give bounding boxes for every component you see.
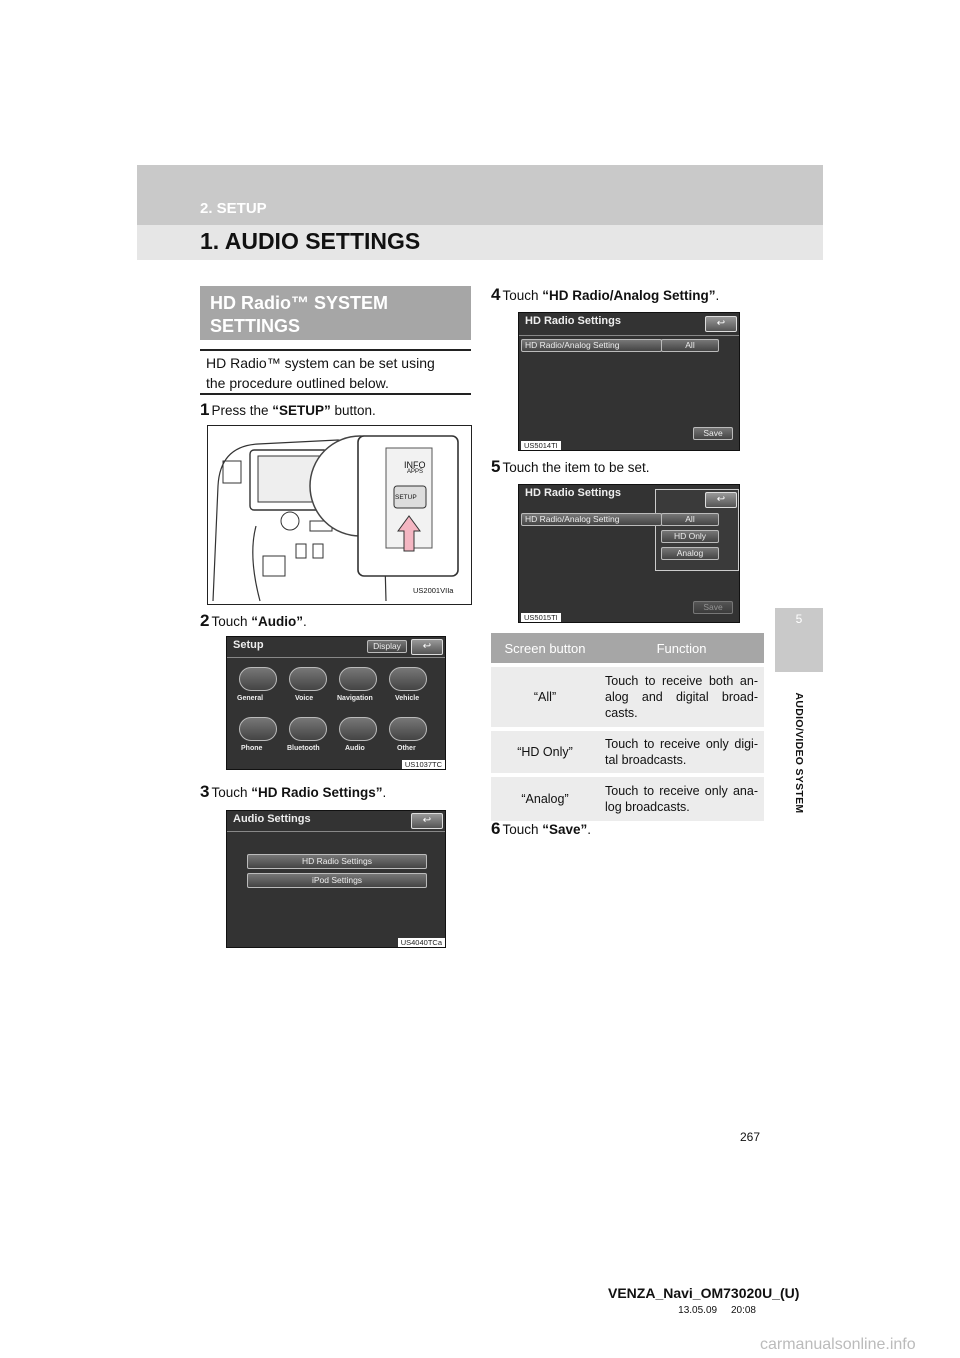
screen-title: Audio Settings <box>233 813 311 825</box>
header-function: Function <box>599 633 764 665</box>
screen-title: Setup <box>233 639 264 651</box>
function-table <box>491 633 764 821</box>
phone-icon[interactable] <box>239 717 277 741</box>
screen-title: HD Radio Settings <box>525 315 621 327</box>
bluetooth-icon[interactable] <box>289 717 327 741</box>
figure-code: US2001VIIa <box>413 586 454 595</box>
setting-value[interactable]: All <box>661 339 719 352</box>
other-icon[interactable] <box>389 717 427 741</box>
apps-label: APPS <box>407 469 424 475</box>
general-icon[interactable] <box>239 667 277 691</box>
step-6: 6 Touch “Save”. <box>491 819 592 838</box>
save-button[interactable]: Save <box>693 601 733 614</box>
label-phone: Phone <box>241 745 263 752</box>
watermark: carmanualsonline.info <box>760 1336 916 1353</box>
screen-title: HD Radio Settings <box>525 487 621 499</box>
table-header-row <box>491 633 764 665</box>
hd-radio-analog-setting-row[interactable]: HD Radio/Analog Setting <box>521 339 662 352</box>
step-5: 5 Touch the item to be set. <box>491 457 650 476</box>
setup-button-label: SETUP <box>395 494 417 501</box>
audio-icon[interactable] <box>339 717 377 741</box>
figure-code: US5015TI <box>521 613 561 622</box>
cell-button: “HD Only” <box>491 729 599 775</box>
label-general: General <box>237 695 264 702</box>
figure-code: US5014TI <box>521 441 561 450</box>
option-hd-only-button[interactable]: HD Only <box>661 530 719 543</box>
figure-code: US1037TC <box>402 760 445 769</box>
vehicle-icon[interactable] <box>389 667 427 691</box>
info-button-label: INFO <box>404 460 426 470</box>
figure-code: US4040TCa <box>398 938 445 947</box>
back-icon[interactable]: ↩ <box>705 492 737 508</box>
step-2: 2 Touch “Audio”. <box>200 611 307 630</box>
cell-function: Touch to receive both an-alog and digital broad-casts. <box>599 665 764 729</box>
step-4: 4 Touch “HD Radio/Analog Setting”. <box>491 285 720 304</box>
back-icon[interactable]: ↩ <box>705 316 737 332</box>
table-row <box>491 775 764 821</box>
label-bluetooth: Bluetooth <box>287 745 320 752</box>
header-screen-button: Screen button <box>491 633 599 665</box>
document-id: VENZA_Navi_OM73020U_(U) <box>608 1285 800 1301</box>
chapter-label: AUDIO/VIDEO SYSTEM <box>793 692 805 814</box>
hd-radio-options-screen <box>518 484 740 623</box>
navigation-icon[interactable] <box>339 667 377 691</box>
hd-radio-analog-setting-row[interactable]: HD Radio/Analog Setting <box>521 513 662 526</box>
audio-settings-screen <box>226 810 446 948</box>
option-analog-button[interactable]: Analog <box>661 547 719 560</box>
cell-function: Touch to receive only digi-tal broadcasts. <box>599 729 764 775</box>
table-row <box>491 665 764 729</box>
option-all-button[interactable]: All <box>661 513 719 526</box>
save-button[interactable]: Save <box>693 427 733 440</box>
step-3: 3 Touch “HD Radio Settings”. <box>200 782 387 801</box>
step-1: 1 Press the “SETUP” button. <box>200 400 376 419</box>
voice-icon[interactable] <box>289 667 327 691</box>
label-audio: Audio <box>345 745 365 752</box>
intro-text: HD Radio™ system can be set using the procedure outlined below. <box>200 349 471 395</box>
section-label: 2. SETUP <box>200 200 267 217</box>
hd-radio-settings-screen <box>518 312 740 451</box>
label-other: Other <box>397 745 416 752</box>
back-icon[interactable]: ↩ <box>411 639 443 655</box>
dashboard-drawing <box>208 426 471 604</box>
cell-button: “All” <box>491 665 599 729</box>
label-voice: Voice <box>295 695 314 702</box>
section-heading: HD Radio™ SYSTEM SETTINGS <box>200 286 471 340</box>
cell-button: “Analog” <box>491 775 599 821</box>
setup-screen <box>226 636 446 770</box>
ipod-settings-button[interactable]: iPod Settings <box>247 873 427 888</box>
table-row <box>491 729 764 775</box>
label-navigation: Navigation <box>337 695 373 702</box>
display-button[interactable]: Display <box>367 640 407 653</box>
back-icon[interactable]: ↩ <box>411 813 443 829</box>
page-number: 267 <box>740 1130 761 1144</box>
label-vehicle: Vehicle <box>395 695 420 702</box>
page-title: 1. AUDIO SETTINGS <box>200 228 421 254</box>
cell-function: Touch to receive only ana-log broadcasts. <box>599 775 764 821</box>
chapter-number: 5 <box>795 612 803 626</box>
hd-radio-settings-button[interactable]: HD Radio Settings <box>247 854 427 869</box>
document-date: 13.05.09 20:08 <box>678 1305 756 1316</box>
dashboard-illustration <box>207 425 472 605</box>
